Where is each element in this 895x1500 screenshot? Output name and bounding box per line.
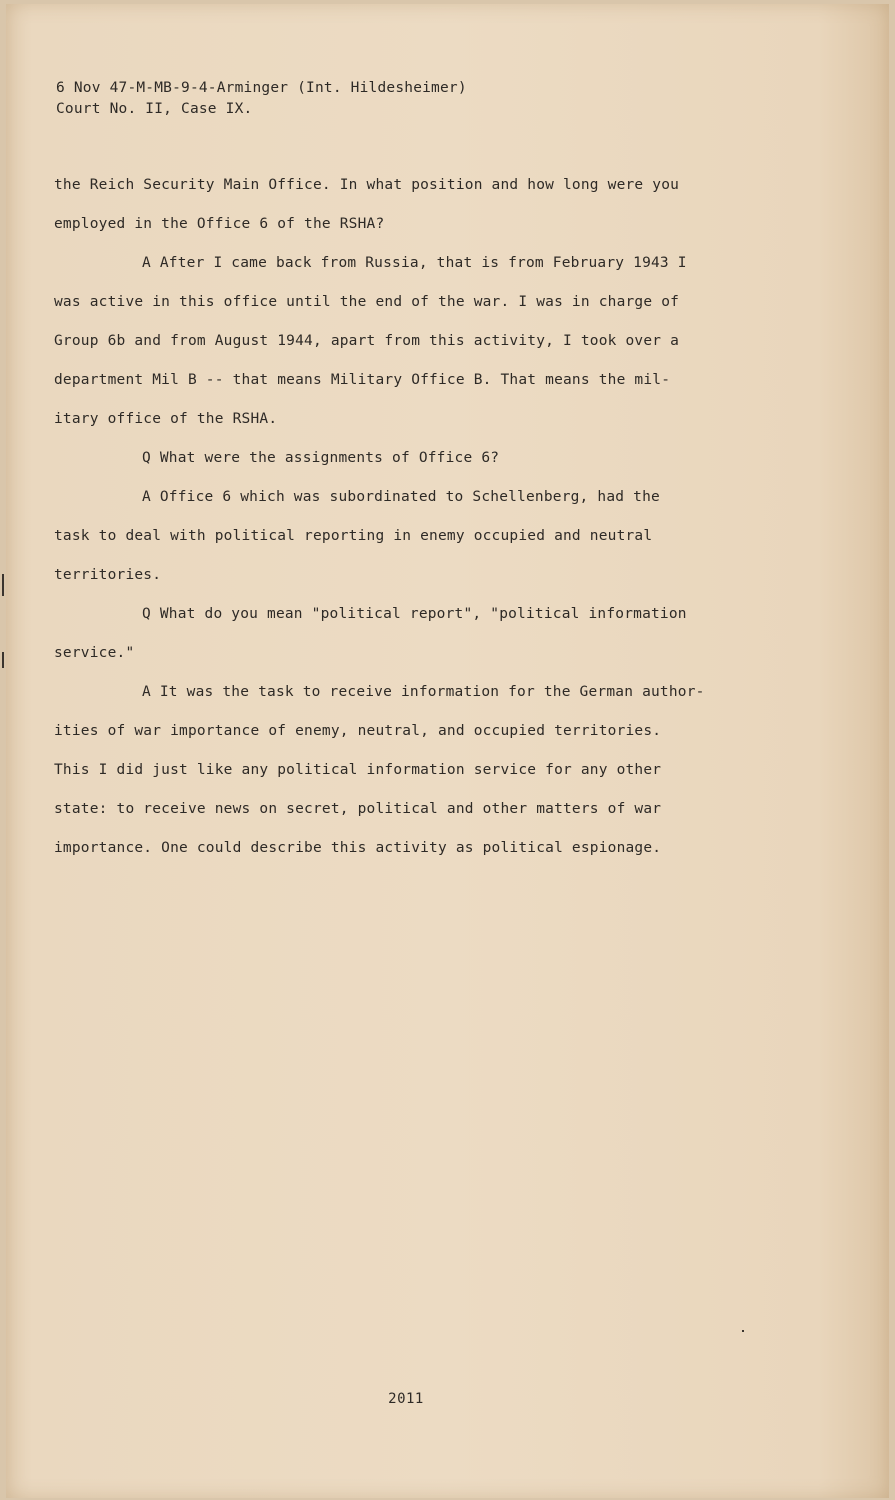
transcript-line: service."	[54, 645, 135, 661]
transcript-line: importance. One could describe this activity as political espionage.	[54, 840, 662, 856]
transcript-question-line: Q What do you mean "political report", "political information	[142, 606, 687, 622]
transcript-body	[54, 172, 774, 874]
transcript-line: territories.	[54, 567, 162, 583]
transcript-answer-line: A Office 6 which was subordinated to Schellenberg, had the	[142, 489, 660, 505]
document-page	[6, 4, 889, 1498]
transcript-answer-line: A It was the task to receive information for the German author-	[142, 684, 705, 700]
transcript-question-line: Q What were the assignments of Office 6?	[142, 450, 500, 466]
page-number: 2011	[388, 1391, 424, 1407]
transcript-line: Group 6b and from August 1944, apart from this activity, I took over a	[54, 333, 680, 349]
header-line-date-reference: 6 Nov 47-M-MB-9-4-Arminger (Int. Hildesheimer)	[56, 80, 467, 96]
margin-mark	[2, 574, 4, 596]
transcript-line: task to deal with political reporting in enemy occupied and neutral	[54, 528, 653, 544]
header-line-court-case: Court No. II, Case IX.	[56, 101, 253, 117]
transcript-line: ities of war importance of enemy, neutral, and occupied territories.	[54, 723, 662, 739]
transcript-line: the Reich Security Main Office. In what position and how long were you	[54, 177, 680, 193]
margin-mark	[2, 652, 4, 668]
transcript-line: state: to receive news on secret, political and other matters of war	[54, 801, 662, 817]
transcript-line: itary office of the RSHA.	[54, 411, 278, 427]
transcript-line: was active in this office until the end of the war. I was in charge of	[54, 294, 680, 310]
transcript-line: employed in the Office 6 of the RSHA?	[54, 216, 385, 232]
transcript-line: department Mil B -- that means Military Office B. That means the mil-	[54, 372, 671, 388]
document-header	[56, 78, 467, 120]
transcript-answer-line: A After I came back from Russia, that is from February 1943 I	[142, 255, 687, 271]
ink-speck	[742, 1330, 744, 1332]
transcript-line: This I did just like any political information service for any other	[54, 762, 662, 778]
